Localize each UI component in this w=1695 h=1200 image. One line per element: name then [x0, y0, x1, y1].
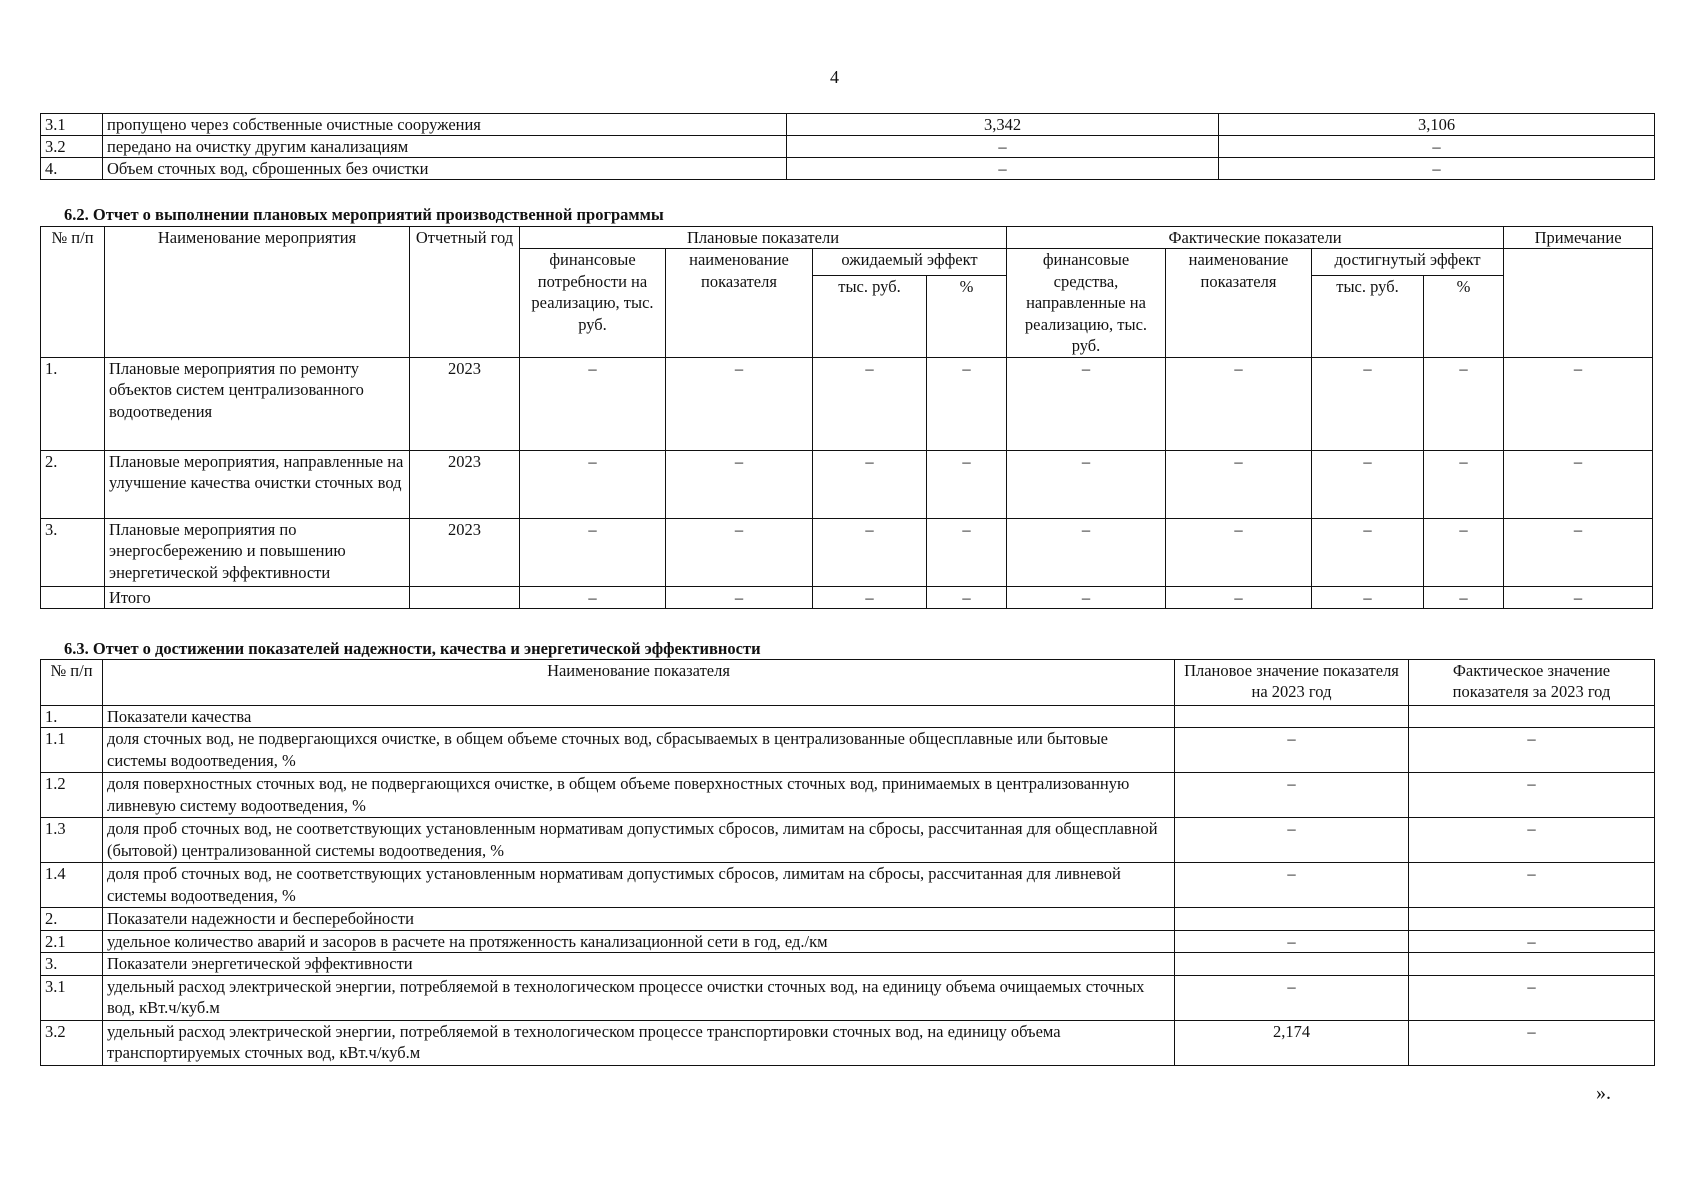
row-year: 2023 — [410, 450, 520, 518]
fact-value — [1409, 706, 1655, 728]
table-row — [41, 975, 1655, 1020]
row-name: Показатели энергетической эффективности — [103, 953, 1175, 975]
row-number: 3.1 — [41, 975, 103, 1020]
header-plan: Плановое значение показателя на 2023 год — [1175, 660, 1409, 706]
table-row — [41, 953, 1655, 975]
plan-value: – — [787, 136, 1219, 158]
fact-value: – — [1409, 1020, 1655, 1065]
plan-value: – — [1175, 818, 1409, 863]
fact-value: – — [1409, 975, 1655, 1020]
fact-value: – — [1409, 773, 1655, 818]
row-name: Плановые мероприятия по энергосбережению и повышению энергетической эффективности — [105, 518, 410, 586]
cell-value: – — [813, 357, 927, 450]
row-number: 2.1 — [41, 930, 103, 952]
cell-value: – — [1424, 450, 1504, 518]
cell-value: – — [666, 357, 813, 450]
section-6-2-title: 6.2. Отчет о выполнении плановых мероприятий производственной программы — [64, 205, 664, 224]
header-fact: Фактическое значение показателя за 2023 год — [1409, 660, 1655, 706]
header-num: № п/п — [41, 227, 105, 358]
cell-value: – — [813, 518, 927, 586]
header-plan-group: Плановые показатели — [520, 227, 1007, 249]
header-plan-indicator: наименование показателя — [666, 249, 813, 357]
cell-value: – — [666, 450, 813, 518]
fact-value: 3,106 — [1219, 114, 1655, 136]
header-fact-rub: тыс. руб. — [1312, 275, 1424, 357]
row-name: доля сточных вод, не подвергающихся очистке, в общем объеме сточных вод, сбрасываемых в централизованные общесплавные или бытовые системы водоотведения, % — [103, 728, 1175, 773]
row-number: 3. — [41, 953, 103, 975]
row-name: доля проб сточных вод, не соответствующих установленным нормативам допустимых сбросов, лимитам на сбросы, рассчитанная для общесплавной (бытовой) централизованной системы водоотведения, % — [103, 818, 1175, 863]
row-number: 1.1 — [41, 728, 103, 773]
fact-value: – — [1219, 158, 1655, 180]
plan-value: – — [1175, 930, 1409, 952]
cell-value: – — [927, 586, 1007, 608]
cell-value: – — [1312, 586, 1424, 608]
cell-value: – — [1312, 450, 1424, 518]
cell-value: – — [520, 586, 666, 608]
cell-value: – — [520, 357, 666, 450]
plan-value — [1175, 706, 1409, 728]
plan-value: – — [787, 158, 1219, 180]
cell-value: – — [1424, 518, 1504, 586]
table-row — [41, 114, 1655, 136]
header-fact-pct: % — [1424, 275, 1504, 357]
header-plan-pct: % — [927, 275, 1007, 357]
table-row — [41, 706, 1655, 728]
cell-value: – — [927, 518, 1007, 586]
plan-value: – — [1175, 975, 1409, 1020]
cell-value: – — [1007, 357, 1166, 450]
cell-value: – — [1312, 357, 1424, 450]
planned-measures-table — [40, 226, 1653, 609]
cell-value: – — [520, 450, 666, 518]
cell-value: – — [520, 518, 666, 586]
header-name: Наименование мероприятия — [105, 227, 410, 358]
fact-value: – — [1409, 728, 1655, 773]
cell-value: – — [813, 586, 927, 608]
row-number: 2. — [41, 908, 103, 930]
row-number: 1.2 — [41, 773, 103, 818]
cell-value: – — [1166, 586, 1312, 608]
fact-value: – — [1219, 136, 1655, 158]
header-fact-indicator: наименование показателя — [1166, 249, 1312, 357]
plan-value: – — [1175, 863, 1409, 908]
row-name: удельный расход электрической энергии, потребляемой в технологическом процессе транспортировки сточных вод, на единицу объема транспортируемых сточных вод, кВт.ч/куб.м — [103, 1020, 1175, 1065]
table-row — [41, 728, 1655, 773]
cell-value: – — [1424, 357, 1504, 450]
fact-value: – — [1409, 930, 1655, 952]
row-year: 2023 — [410, 357, 520, 450]
section-6-3-title: 6.3. Отчет о достижении показателей надежности, качества и энергетической эффективности — [64, 639, 761, 658]
fact-value: – — [1409, 863, 1655, 908]
table-row-total — [41, 586, 1653, 608]
cell-value: – — [666, 518, 813, 586]
row-number: 2. — [41, 450, 105, 518]
header-fact-fin: финансовые средства, направленные на реализацию, тыс. руб. — [1007, 249, 1166, 357]
table-row — [41, 930, 1655, 952]
row-number: 3. — [41, 518, 105, 586]
reliability-indicators-table — [40, 659, 1655, 1066]
cell-value: – — [927, 357, 1007, 450]
row-name: удельное количество аварий и засоров в расчете на протяженность канализационной сети в год, ед./км — [103, 930, 1175, 952]
row-name: доля поверхностных сточных вод, не подвергающихся очистке, в общем объеме поверхностных сточных вод, принимаемых в централизованную ливневую систему водоотведения, % — [103, 773, 1175, 818]
row-number: 1.4 — [41, 863, 103, 908]
cell-value: – — [1504, 357, 1653, 450]
cell-value: – — [1007, 518, 1166, 586]
row-name: Плановые мероприятия по ремонту объектов систем централизованного водоотведения — [105, 357, 410, 450]
fact-value — [1409, 953, 1655, 975]
cell-value: – — [1504, 518, 1653, 586]
row-number: 3.1 — [41, 114, 103, 136]
table-row — [41, 518, 1653, 586]
header-note-empty — [1504, 249, 1653, 357]
row-name: Показатели качества — [103, 706, 1175, 728]
wastewater-volume-table — [40, 113, 1655, 180]
plan-value: 3,342 — [787, 114, 1219, 136]
table-row — [41, 136, 1655, 158]
cell-value: – — [1424, 586, 1504, 608]
row-number: 1.3 — [41, 818, 103, 863]
row-number — [41, 586, 105, 608]
row-number: 1. — [41, 357, 105, 450]
table-row — [41, 450, 1653, 518]
plan-value: 2,174 — [1175, 1020, 1409, 1065]
cell-value: – — [1166, 518, 1312, 586]
row-number: 3.2 — [41, 136, 103, 158]
plan-value — [1175, 908, 1409, 930]
row-name: Показатели надежности и бесперебойности — [103, 908, 1175, 930]
cell-value: – — [666, 586, 813, 608]
header-year: Отчетный год — [410, 227, 520, 358]
header-fact-group: Фактические показатели — [1007, 227, 1504, 249]
row-name: Плановые мероприятия, направленные на улучшение качества очистки сточных вод — [105, 450, 410, 518]
plan-value: – — [1175, 773, 1409, 818]
plan-value — [1175, 953, 1409, 975]
table-row — [41, 158, 1655, 180]
row-number: 1. — [41, 706, 103, 728]
cell-value: – — [1312, 518, 1424, 586]
cell-value: – — [1007, 450, 1166, 518]
fact-value — [1409, 908, 1655, 930]
row-name: пропущено через собственные очистные сооружения — [103, 114, 787, 136]
row-name: передано на очистку другим канализациям — [103, 136, 787, 158]
row-name: доля проб сточных вод, не соответствующих установленным нормативам допустимых сбросов, лимитам на сбросы, рассчитанная для ливневой системы водоотведения, % — [103, 863, 1175, 908]
row-number: 3.2 — [41, 1020, 103, 1065]
cell-value: – — [1007, 586, 1166, 608]
header-num: № п/п — [41, 660, 103, 706]
table-row — [41, 863, 1655, 908]
header-plan-fin: финансовые потребности на реализацию, тыс. руб. — [520, 249, 666, 357]
cell-value: – — [1504, 450, 1653, 518]
plan-value: – — [1175, 728, 1409, 773]
table-row — [41, 773, 1655, 818]
page-number: 4 — [830, 67, 839, 87]
header-plan-effect: ожидаемый эффект — [813, 249, 1007, 275]
header-name: Наименование показателя — [103, 660, 1175, 706]
table-row — [41, 1020, 1655, 1065]
table-row — [41, 908, 1655, 930]
fact-value: – — [1409, 818, 1655, 863]
row-name: Объем сточных вод, сброшенных без очистки — [103, 158, 787, 180]
row-year: 2023 — [410, 518, 520, 586]
cell-value: – — [813, 450, 927, 518]
table-row — [41, 357, 1653, 450]
cell-value: – — [1504, 586, 1653, 608]
cell-value: – — [1166, 357, 1312, 450]
header-plan-rub: тыс. руб. — [813, 275, 927, 357]
cell-value: – — [1166, 450, 1312, 518]
row-name: Итого — [105, 586, 410, 608]
closing-quote-mark: ». — [1596, 1082, 1611, 1104]
row-name: удельный расход электрической энергии, потребляемой в технологическом процессе очистки сточных вод, на единицу объема очищаемых сточных вод, кВт.ч/куб.м — [103, 975, 1175, 1020]
row-year — [410, 586, 520, 608]
row-number: 4. — [41, 158, 103, 180]
header-fact-effect: достигнутый эффект — [1312, 249, 1504, 275]
cell-value: – — [927, 450, 1007, 518]
table-row — [41, 818, 1655, 863]
header-note: Примечание — [1504, 227, 1653, 249]
